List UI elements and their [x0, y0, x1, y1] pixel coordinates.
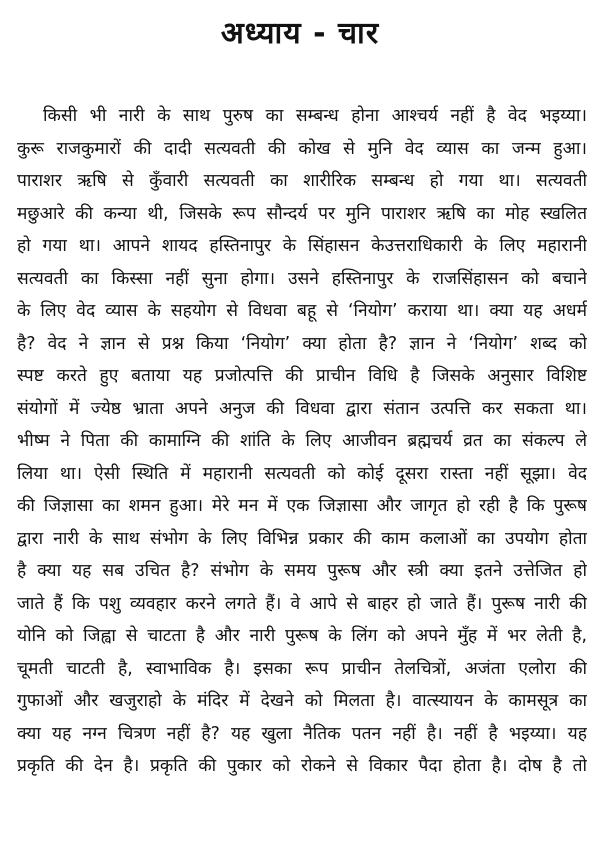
text-line: स्पष्ट करते हुए बताया यह प्रजोत्पत्ति की प्राचीन विधि है जिसके अनुसार विशिष्ट [17, 366, 587, 386]
text-line: प्रकृति की देन है। प्रकृति की पुकार को रोकने से विकार पैदा होता है। दोष है तो [17, 756, 587, 776]
text-line: भीष्म ने पिता की कामाग्नि की शांति के लिए आजीवन ब्रह्मचर्य व्रत का संकल्प ले [17, 431, 587, 451]
text-line: के लिए वेद व्यास के सहयोग से विधवा बहू से ‘नियोग’ कराया था। क्या यह अधर्म [17, 301, 587, 321]
text-line: किसी भी नारी के साथ पुरुष का सम्बन्ध होना आश्चर्य नहीं है वेद भइय्या। [43, 106, 587, 126]
text-line: है? वेद ने ज्ञान से प्रश्न किया ‘नियोग’ क्या होता है? ज्ञान ने ‘नियोग’ शब्द को [17, 333, 587, 354]
text-line: क्या यह नग्न चित्रण नहीं है? यह खुला नैतिक पतन नहीं है। नहीं है भइय्या। यह [17, 723, 587, 744]
text-line: कुरू राजकुमारों की दादी सत्यवती की कोख से मुनि वेद व्यास का जन्म हुआ। [17, 138, 587, 159]
text-line: जाते हैं कि पशु व्यवहार करने लगते हैं। वे आपे से बाहर हो जाते हैं। पुरूष नारी की [17, 593, 587, 614]
text-line: चूमती चाटती है, स्वाभाविक है। इसका रूप प्राचीन तेलचित्रों, अजंता एलोरा की [17, 658, 587, 679]
text-line: गुफाओं और खजुराहो के मंदिर में देखने को मिलता है। वात्स्यायन के कामसूत्र का [17, 691, 587, 711]
text-line: संयोगों में ज्येष्ठ भ्राता अपने अनुज की विधवा द्वारा संतान उत्पत्ति कर सकता था। [17, 398, 587, 419]
text-line: पाराशर ऋषि से कुँवारी सत्यवती का शारीरिक सम्बन्ध हो गया था। सत्यवती [17, 171, 587, 191]
text-line: की जिज्ञासा का शमन हुआ। मेरे मन में एक जिज्ञासा और जागृत हो रही है कि पुरूष [17, 496, 587, 516]
chapter-title: अध्याय - चार [220, 16, 380, 51]
text-line: हो गया था। आपने शायद हस्तिनापुर के सिंहासन केउत्तराधिकारी के लिए महारानी [17, 236, 587, 256]
text-line: लिया था। ऐसी स्थिति में महारानी सत्यवती को कोई दूसरा रास्ता नहीं सूझा। वेद [17, 463, 587, 484]
text-line: सत्यवती का किस्सा नहीं सुना होगा। उसने हस्तिनापुर के राजसिंहासन को बचाने [17, 268, 587, 289]
body-paragraph [17, 100, 587, 783]
text-line: द्वारा नारी के साथ संभोग के लिए विभिन्न प्रकार की काम कलाओं का उपयोग होता [17, 528, 587, 549]
text-line: योनि को जिह्वा से चाटता है और नारी पुरूष के लिंग को अपने मुँह में भर लेती है, [17, 626, 587, 646]
text-line: मछुआरे की कन्या थी, जिसके रूप सौन्दर्य पर मुनि पाराशर ऋषि का मोह स्खलित [17, 203, 587, 224]
text-line: है क्या यह सब उचित है? संभोग के समय पुरूष और स्त्री क्या इतने उत्तेजित हो [17, 561, 587, 581]
